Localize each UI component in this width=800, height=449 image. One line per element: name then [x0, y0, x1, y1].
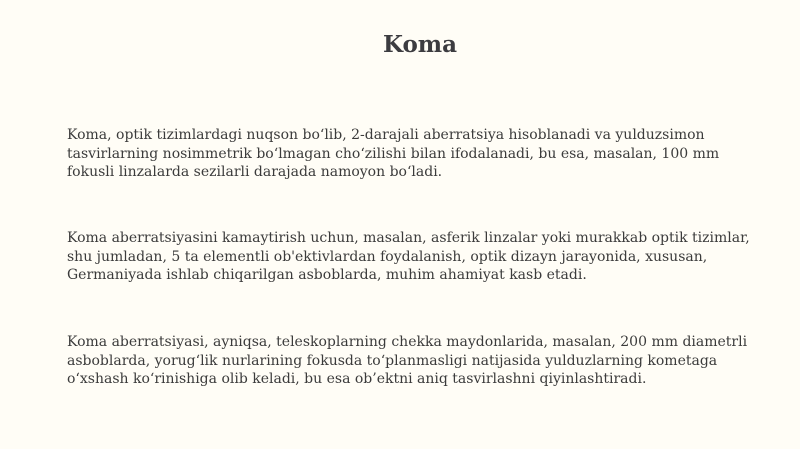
paragraph-2: Koma aberratsiyasini kamaytirish uchun, masalan, asferik linzalar yoki murakkab optik tizimlar, shu jumladan, 5 ta elementli ob'ektivlardan foydalanish, optik dizayn jarayonida, xususan, Germaniyada ishlab chiqarilgan asboblarda, muhim ahamiyat kasb etadi.: [67, 230, 750, 283]
paragraph-1: Koma, optik tizimlardagi nuqson bo‘lib, 2-darajali aberratsiya hisoblanadi va yulduzsimon tasvirlarning nosimmetrik bo‘lmagan cho‘zilishi bilan ifodalanadi, bu esa, masalan, 100 mm fokusli linzalarda sezilarli darajada namoyon bo‘ladi.: [67, 127, 720, 180]
slide-title: Koma: [382, 31, 458, 58]
paragraph-3: Koma aberratsiyasi, ayniqsa, teleskoplarning chekka maydonlarida, masalan, 200 mm diametrli asboblarda, yorug‘lik nurlarining fokusda to‘planmasligi natijasida yulduzlarning kometaga o‘xshash ko‘rinishiga olib keladi, bu esa ob’ektni aniq tasvirlashni qiyinlashtiradi.: [67, 334, 748, 387]
